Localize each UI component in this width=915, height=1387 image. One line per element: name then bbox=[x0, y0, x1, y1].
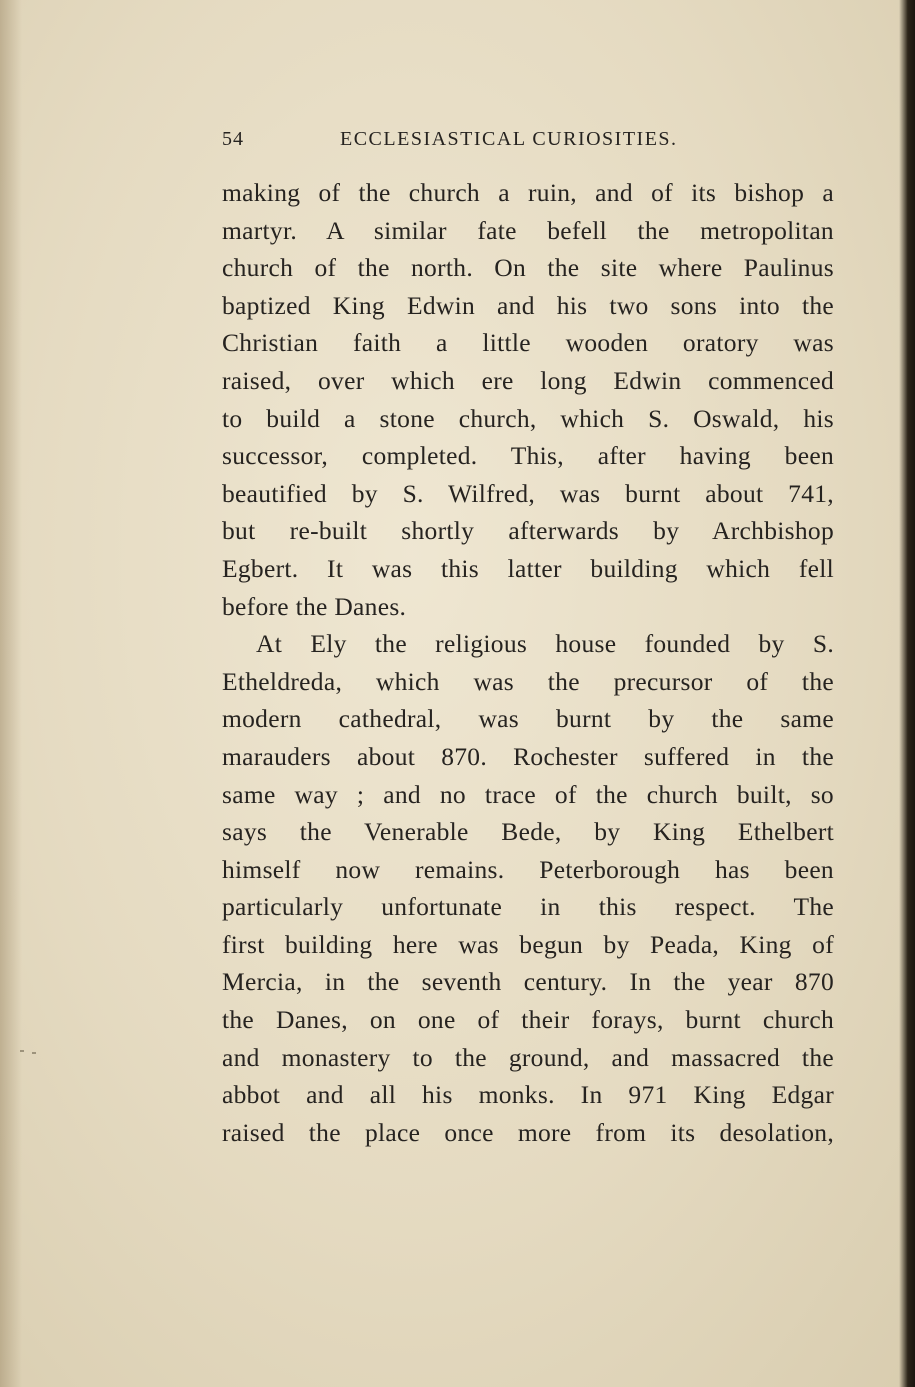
text-line: marauders about 870. Rochester suffered in the bbox=[222, 741, 834, 771]
text-line: beautified by S. Wilfred, was burnt about 741, bbox=[222, 478, 834, 508]
running-head: ECCLESIASTICAL CURIOSITIES. bbox=[340, 128, 678, 150]
text-line: martyr. A similar fate befell the metropolitan bbox=[222, 215, 834, 245]
text-line: to build a stone church, which S. Oswald, his bbox=[222, 403, 834, 433]
text-line: Christian faith a little wooden oratory was bbox=[222, 328, 834, 358]
text-line: At Ely the religious house founded by S. bbox=[256, 629, 834, 659]
page-header bbox=[222, 128, 834, 158]
text-line: modern cathedral, was burnt by the same bbox=[222, 704, 834, 734]
text-line: says the Venerable Bede, by King Ethelbert bbox=[222, 817, 834, 847]
text-line: and monastery to the ground, and massacred the bbox=[222, 1042, 834, 1072]
text-line: Etheldreda, which was the precursor of the bbox=[222, 666, 834, 696]
text-line: making of the church a ruin, and of its bishop a bbox=[222, 178, 834, 207]
text-line: but re-built shortly afterwards by Archbishop bbox=[222, 516, 834, 546]
text-line: baptized King Edwin and his two sons into the bbox=[222, 290, 834, 320]
paragraph bbox=[222, 625, 834, 1151]
text-line: before the Danes. bbox=[222, 591, 407, 621]
text-line: raised, over which ere long Edwin commenced bbox=[222, 365, 834, 395]
text-line: Egbert. It was this latter building which fell bbox=[222, 553, 834, 583]
text-line: particularly unfortunate in this respect. The bbox=[222, 892, 834, 922]
paragraph bbox=[222, 174, 834, 625]
page-number: 54 bbox=[222, 128, 244, 150]
text-line: himself now remains. Peterborough has been bbox=[222, 854, 834, 884]
paper-speck bbox=[32, 1052, 36, 1054]
body-text bbox=[222, 174, 834, 1151]
text-line: same way ; and no trace of the church built, so bbox=[222, 779, 834, 809]
text-line: abbot and all his monks. In 971 King Edgar bbox=[222, 1080, 834, 1110]
text-line: successor, completed. This, after having been bbox=[222, 441, 834, 471]
text-line: Mercia, in the seventh century. In the year 870 bbox=[222, 967, 834, 997]
text-line: the Danes, on one of their forays, burnt church bbox=[222, 1005, 834, 1035]
paper-speck bbox=[20, 1050, 24, 1052]
text-line: first building here was begun by Peada, King of bbox=[222, 929, 834, 959]
text-line: church of the north. On the site where Paulinus bbox=[222, 253, 834, 283]
text-line: raised the place once more from its desolation, bbox=[222, 1117, 834, 1147]
gutter-shadow bbox=[0, 0, 22, 1387]
page-edge bbox=[899, 0, 915, 1387]
